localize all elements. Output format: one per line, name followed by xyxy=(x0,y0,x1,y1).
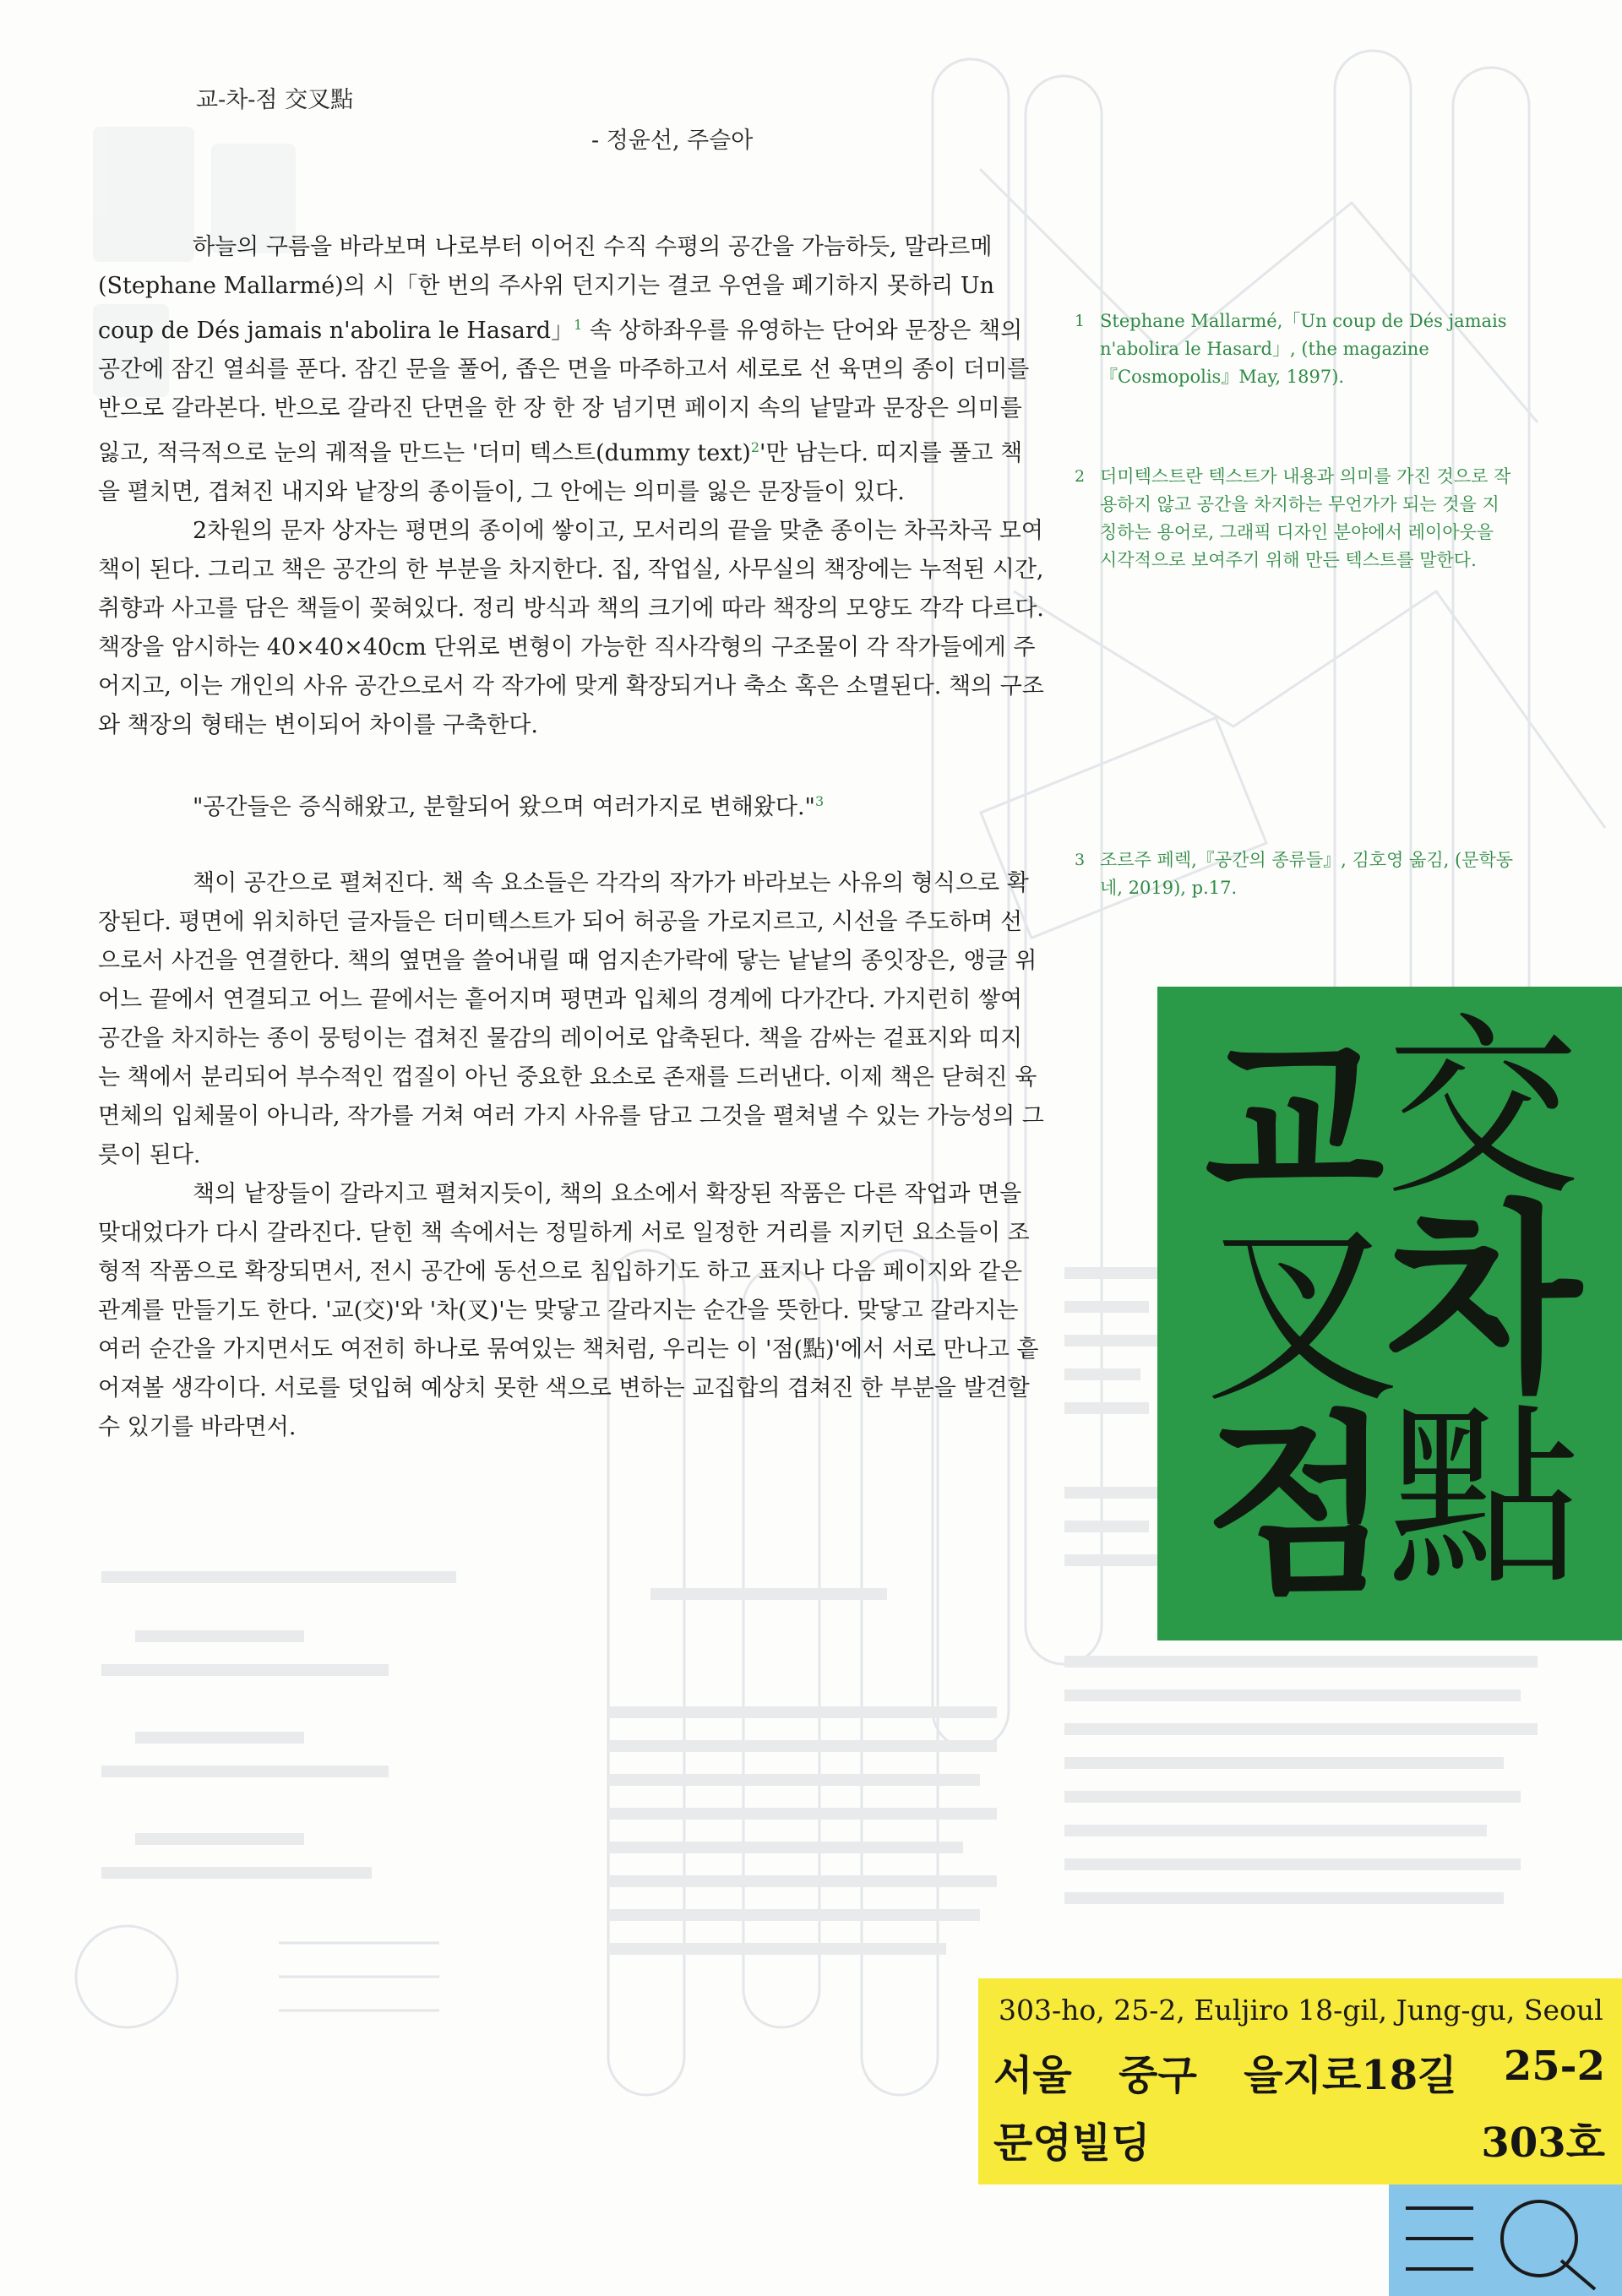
title-korean-jeom: 점 xyxy=(1205,1396,1393,1621)
paragraph-1-text-c: '만 남는다. 띠지를 풀고 책을 펼치면, 겹쳐진 내지와 낱장의 종이들이, 그 안에는 의미를 잃은 문장들이 있다. xyxy=(98,440,1023,505)
footnote-ref-3[interactable]: 3 xyxy=(814,793,825,809)
footnote-3-text: 조르주 페렉,『공간의 종류들』, 김호영 옮김, (문학동네, 2019), p.17. xyxy=(1100,850,1514,898)
quote-paragraph xyxy=(98,782,1044,827)
footnote-3-number: 3 xyxy=(1075,851,1086,869)
title-korean-gyo: 교 xyxy=(1205,1015,1385,1232)
footnote-2-text: 더미텍스트란 텍스트가 내용과 의미를 가진 것으로 작용하지 않고 공간을 차지하는 무언가가 되는 것을 지칭하는 용어로, 그래픽 디자인 분야에서 레이아웃을 시각적으로 보여주기 위해 만든 텍스트를 말한다. xyxy=(1100,466,1511,570)
footnote-3 xyxy=(1075,846,1514,902)
address-district: 중구 xyxy=(1119,2052,1197,2099)
title-hanja-gyo: 交 xyxy=(1385,997,1581,1222)
address-english: 303-ho, 25-2, Euljiro 18-gil, Jung-gu, Seoul xyxy=(999,1994,1603,2027)
address-unit: 303호 xyxy=(1481,2119,1605,2167)
paragraph-1-text-b: 속 상하좌우를 유영하는 단어와 문장은 책의 공간에 잠긴 열쇠를 푼다. 잠긴 문을 풀어, 좁은 면을 마주하고서 세로로 선 육면의 종이 더미를 반으로 갈라본다. 반으로 갈라진 단면을 한 장 한 장 넘기면 페이지 속의 낱말과 문장은 의미를 잃고, 적극적으로 눈의 궤적을 만드는 '더미 텍스트(dummy text) xyxy=(98,318,1030,466)
address-street: 을지로18길 xyxy=(1244,2052,1457,2099)
address-korean-line-1 xyxy=(993,2043,1605,2101)
address-block xyxy=(978,1978,1622,2184)
footnote-ref-2[interactable]: 2 xyxy=(750,439,760,455)
title-korean-cha: 차 xyxy=(1385,1183,1581,1419)
article-byline: - 정윤선, 주슬아 xyxy=(591,128,754,154)
paragraph-1-text-a: 하늘의 구름을 바라보며 나로부터 이어진 수직 수평의 공간을 가늠하듯, 말라르메(Stephane Mallarmé)의 시「한 번의 주사위 던지기는 결코 우연을 폐기하지 못하리 Un coup de Dés jamais n'abolira le Hasard」 xyxy=(98,234,995,344)
footnote-2-number: 2 xyxy=(1075,467,1086,486)
paragraph-1 xyxy=(98,228,1044,512)
exhibition-title-block xyxy=(1157,987,1622,1640)
footnote-ref-1[interactable]: 1 xyxy=(574,317,583,333)
address-korean-line-2 xyxy=(993,2110,1605,2168)
title-hanja-cha: 叉 xyxy=(1205,1205,1400,1430)
paragraph-4: 책의 낱장들이 갈라지고 펼쳐지듯이, 책의 요소에서 확장된 작품은 다른 작업과 면을 맞대었다가 다시 갈라진다. 닫힌 책 속에서는 정밀하게 서로 일정한 거리를 지키던 요소들이 조형적 작품으로 확장되면서, 전시 공간에 동선으로 침입하기도 하고 표지나 다음 페이지와 같은 관계를 만들기도 한다. '교(交)'와 '차(叉)'는 맞닿고 갈라지는 순간을 뜻한다. 맞닿고 갈라지는 여러 순간을 가지면서도 여전히 하나로 묶여있는 책처럼, 우리는 이 '점(點)'에서 서로 만나고 흩어져볼 생각이다. 서로를 덧입혀 예상치 못한 색으로 변하는 교집합의 겹쳐진 한 부분을 발견할 수 있기를 바라면서. xyxy=(98,1181,1039,1440)
paragraph-2: 2차원의 문자 상자는 평면의 종이에 쌓이고, 모서리의 끝을 맞춘 종이는 차곡차곡 모여 책이 된다. 그리고 책은 공간의 한 부분을 차지한다. 집, 작업실, 사무실의 책장에는 누적된 시간, 취향과 사고를 담은 책들이 꽂혀있다. 정리 방식과 책의 크기에 따라 책장의 모양도 각각 다르다. 책장을 암시하는 40×40×40cm 단위로 변형이 가능한 직사각형의 구조물이 각 작가들에게 주어지고, 이는 개인의 사유 공간으로서 각 작가에 맞게 확장되거나 축소 혹은 소멸된다. 책의 구조와 책장의 형태는 변이되어 차이를 구축한다. xyxy=(98,518,1044,738)
footnote-1-text: Stephane Mallarmé,「Un coup de Dés jamais n'abolira le Hasard」, (the magazine『Cosmopolis』May, 1897). xyxy=(1100,311,1507,387)
title-hanja-jeom: 點 xyxy=(1387,1387,1582,1613)
article-title: 교-차-점 交叉點 xyxy=(196,87,354,113)
footnote-1 xyxy=(1075,307,1514,391)
quote-text: "공간들은 증식해왔고, 분할되어 왔으며 여러가지로 변해왔다." xyxy=(193,794,815,820)
footnote-1-number: 1 xyxy=(1075,312,1086,330)
address-building: 문영빌딩 xyxy=(993,2119,1151,2167)
address-number: 25-2 xyxy=(1503,2043,1605,2090)
eq-logo-icon xyxy=(1389,2184,1622,2296)
logo-block xyxy=(1389,2184,1622,2296)
address-city: 서울 xyxy=(993,2052,1072,2099)
paragraph-3: 책이 공간으로 펼쳐진다. 책 속 요소들은 각각의 작가가 바라보는 사유의 형식으로 확장된다. 평면에 위치하던 글자들은 더미텍스트가 되어 허공을 가로지르고, 시선을 주도하며 선으로서 사건을 연결한다. 책의 옆면을 쓸어내릴 때 엄지손가락에 닿는 낱낱의 종잇장은, 앵글 위 어느 끝에서 연결되고 어느 끝에서는 흩어지며 평면과 입체의 경계에 다가간다. 가지런히 쌓여 공간을 차지하는 종이 뭉텅이는 겹쳐진 물감의 레이어로 압축된다. 책을 감싸는 겉표지와 띠지는 책에서 분리되어 부수적인 껍질이 아닌 중요한 요소로 존재를 드러낸다. 이제 책은 닫혀진 육면체의 입체물이 아니라, 작가를 거쳐 여러 가지 사유를 담고 그것을 펼쳐낼 수 있는 가능성의 그릇이 된다. xyxy=(98,870,1044,1168)
footnote-2 xyxy=(1075,463,1514,574)
article-body xyxy=(98,228,1044,1447)
